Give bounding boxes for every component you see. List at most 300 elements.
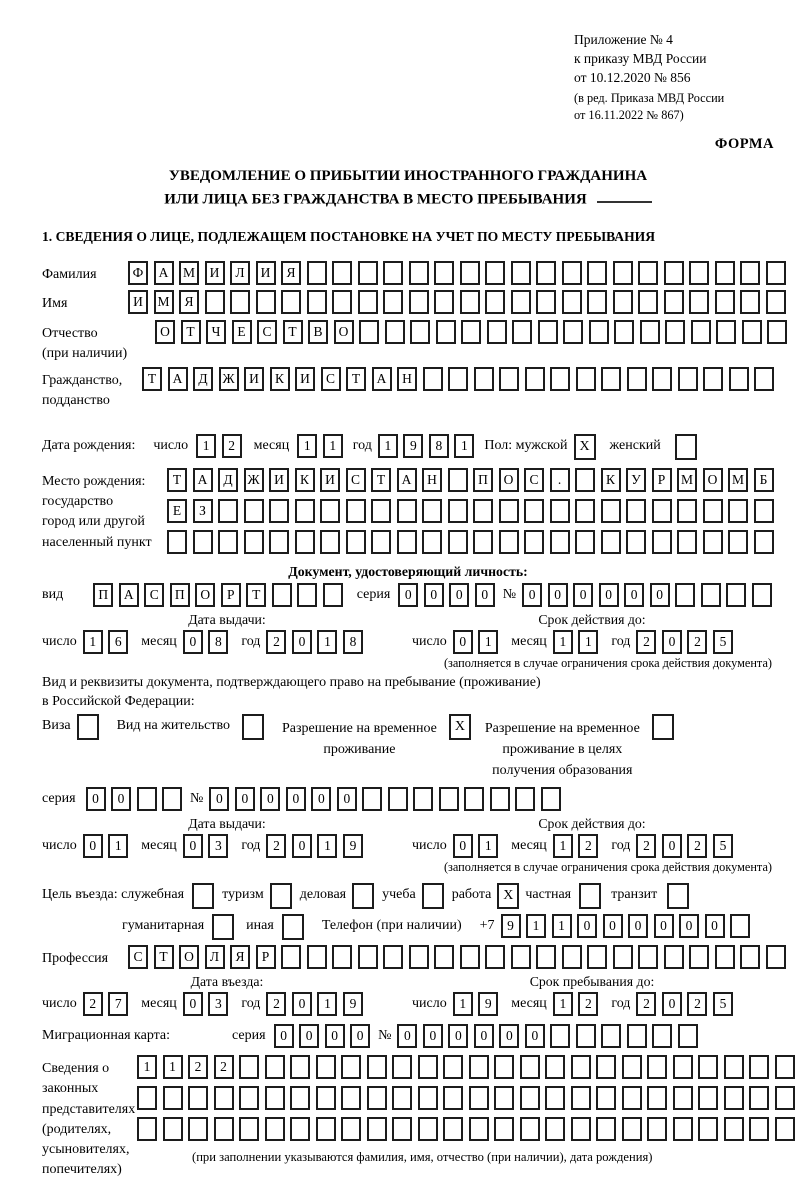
char-cell[interactable]: 1 [553,630,573,654]
char-cell[interactable] [601,499,621,523]
stay-valid-day-input[interactable] [453,834,499,858]
char-cell[interactable]: 0 [662,992,682,1016]
char-cell[interactable] [346,499,366,523]
char-cell[interactable] [443,1117,463,1141]
char-cell[interactable]: О [499,468,519,492]
char-cell[interactable] [698,1086,718,1110]
char-cell[interactable] [575,530,595,554]
char-cell[interactable] [383,945,403,969]
char-cell[interactable] [316,1055,336,1079]
char-cell[interactable]: 1 [317,834,337,858]
char-cell[interactable]: 0 [577,914,597,938]
visa-checkbox[interactable] [77,714,99,740]
char-cell[interactable] [677,499,697,523]
char-cell[interactable]: К [601,468,621,492]
char-cell[interactable]: 0 [183,630,203,654]
char-cell[interactable] [265,1117,285,1141]
stay-doc-series-input[interactable] [86,787,183,811]
id-valid-year-input[interactable] [636,630,733,654]
char-cell[interactable] [536,945,556,969]
char-cell[interactable] [474,367,494,391]
purpose-humanitarian-checkbox[interactable] [212,914,234,940]
char-cell[interactable]: 0 [424,583,444,607]
char-cell[interactable] [614,320,634,344]
char-cell[interactable] [218,499,238,523]
char-cell[interactable]: 1 [163,1055,183,1079]
char-cell[interactable]: 1 [526,914,546,938]
char-cell[interactable] [352,883,374,909]
char-cell[interactable] [754,530,774,554]
char-cell[interactable] [749,1055,769,1079]
char-cell[interactable] [485,290,505,314]
char-cell[interactable] [524,499,544,523]
char-cell[interactable]: 1 [454,434,474,458]
char-cell[interactable] [281,290,301,314]
char-cell[interactable]: О [179,945,199,969]
char-cell[interactable]: А [193,468,213,492]
char-cell[interactable]: 0 [274,1024,294,1048]
char-cell[interactable] [562,945,582,969]
char-cell[interactable]: 1 [378,434,398,458]
char-cell[interactable] [422,499,442,523]
char-cell[interactable] [626,530,646,554]
char-cell[interactable]: X [449,714,471,740]
purpose-tourism-checkbox[interactable] [270,883,292,909]
char-cell[interactable] [575,468,595,492]
char-cell[interactable]: X [574,434,596,460]
char-cell[interactable] [367,1055,387,1079]
char-cell[interactable]: С [346,468,366,492]
char-cell[interactable]: 9 [478,992,498,1016]
char-cell[interactable] [270,883,292,909]
char-cell[interactable]: 0 [398,583,418,607]
char-cell[interactable] [550,499,570,523]
char-cell[interactable] [520,1055,540,1079]
char-cell[interactable]: 2 [636,992,656,1016]
char-cell[interactable]: 1 [323,434,343,458]
char-cell[interactable] [601,1024,621,1048]
char-cell[interactable] [740,261,760,285]
char-cell[interactable] [320,530,340,554]
char-cell[interactable] [443,1086,463,1110]
char-cell[interactable] [256,290,276,314]
char-cell[interactable]: О [703,468,723,492]
char-cell[interactable] [703,499,723,523]
migration-series-input[interactable] [274,1024,371,1048]
char-cell[interactable]: И [295,367,315,391]
char-cell[interactable]: Р [256,945,276,969]
patronymic-input[interactable] [155,320,787,344]
char-cell[interactable] [675,583,695,607]
char-cell[interactable]: 0 [111,787,131,811]
char-cell[interactable] [675,434,697,460]
char-cell[interactable] [485,945,505,969]
char-cell[interactable]: О [334,320,354,344]
char-cell[interactable]: 1 [478,834,498,858]
char-cell[interactable] [541,787,561,811]
char-cell[interactable]: 0 [522,583,542,607]
char-cell[interactable] [307,945,327,969]
char-cell[interactable] [638,290,658,314]
char-cell[interactable]: 0 [679,914,699,938]
char-cell[interactable] [163,1117,183,1141]
char-cell[interactable]: 2 [266,834,286,858]
char-cell[interactable]: 0 [292,834,312,858]
char-cell[interactable]: Л [230,261,250,285]
char-cell[interactable]: 0 [209,787,229,811]
char-cell[interactable]: 0 [325,1024,345,1048]
char-cell[interactable] [392,1055,412,1079]
char-cell[interactable] [613,945,633,969]
char-cell[interactable] [689,290,709,314]
char-cell[interactable] [538,320,558,344]
char-cell[interactable] [434,945,454,969]
birth-month-input[interactable] [297,434,343,458]
char-cell[interactable] [766,261,786,285]
char-cell[interactable] [664,290,684,314]
char-cell[interactable]: 1 [317,992,337,1016]
char-cell[interactable] [473,530,493,554]
char-cell[interactable]: 1 [297,434,317,458]
char-cell[interactable]: 0 [453,834,473,858]
char-cell[interactable]: 0 [573,583,593,607]
char-cell[interactable]: 2 [636,630,656,654]
id-issue-month-input[interactable] [183,630,229,654]
char-cell[interactable]: 0 [603,914,623,938]
char-cell[interactable] [388,787,408,811]
char-cell[interactable] [392,1117,412,1141]
char-cell[interactable] [316,1086,336,1110]
sex-male-checkbox[interactable] [574,434,596,460]
char-cell[interactable] [320,499,340,523]
entry-month-input[interactable] [183,992,229,1016]
char-cell[interactable]: 5 [713,834,733,858]
char-cell[interactable] [448,468,468,492]
char-cell[interactable] [613,290,633,314]
char-cell[interactable] [550,367,570,391]
char-cell[interactable]: И [205,261,225,285]
char-cell[interactable]: М [179,261,199,285]
char-cell[interactable]: 6 [108,630,128,654]
birthplace-input-row3[interactable] [167,530,774,554]
char-cell[interactable]: 3 [208,992,228,1016]
char-cell[interactable]: А [154,261,174,285]
char-cell[interactable]: 3 [208,834,228,858]
char-cell[interactable] [545,1086,565,1110]
char-cell[interactable]: 0 [311,787,331,811]
char-cell[interactable] [188,1117,208,1141]
id-issue-day-input[interactable] [83,630,129,654]
char-cell[interactable] [464,787,484,811]
char-cell[interactable] [485,261,505,285]
char-cell[interactable]: 0 [453,630,473,654]
stay-until-month-input[interactable] [553,992,599,1016]
char-cell[interactable]: X [497,883,519,909]
profession-input[interactable] [128,945,786,969]
char-cell[interactable]: 0 [83,834,103,858]
char-cell[interactable] [448,499,468,523]
char-cell[interactable]: Ж [219,367,239,391]
char-cell[interactable]: 0 [397,1024,417,1048]
char-cell[interactable]: 8 [343,630,363,654]
phone-input[interactable] [501,914,751,938]
char-cell[interactable] [307,261,327,285]
char-cell[interactable] [358,261,378,285]
char-cell[interactable] [499,367,519,391]
char-cell[interactable]: Е [167,499,187,523]
char-cell[interactable]: Р [652,468,672,492]
char-cell[interactable] [409,261,429,285]
char-cell[interactable] [269,530,289,554]
char-cell[interactable] [726,583,746,607]
char-cell[interactable] [652,714,674,740]
char-cell[interactable]: 2 [687,630,707,654]
char-cell[interactable]: П [93,583,113,607]
char-cell[interactable] [242,714,264,740]
char-cell[interactable] [515,787,535,811]
char-cell[interactable]: И [244,367,264,391]
char-cell[interactable] [673,1117,693,1141]
char-cell[interactable] [667,883,689,909]
char-cell[interactable] [520,1117,540,1141]
char-cell[interactable] [436,320,456,344]
char-cell[interactable] [512,320,532,344]
char-cell[interactable] [664,945,684,969]
char-cell[interactable]: 1 [108,834,128,858]
char-cell[interactable] [754,499,774,523]
char-cell[interactable] [550,1024,570,1048]
char-cell[interactable]: Т [283,320,303,344]
char-cell[interactable] [358,290,378,314]
char-cell[interactable] [716,320,736,344]
char-cell[interactable] [652,1024,672,1048]
char-cell[interactable]: 9 [343,834,363,858]
stay-valid-year-input[interactable] [636,834,733,858]
char-cell[interactable] [749,1086,769,1110]
stay-issue-day-input[interactable] [83,834,129,858]
char-cell[interactable] [724,1055,744,1079]
char-cell[interactable] [571,1117,591,1141]
char-cell[interactable] [589,320,609,344]
char-cell[interactable] [460,945,480,969]
char-cell[interactable] [627,367,647,391]
char-cell[interactable] [622,1086,642,1110]
residence-permit-checkbox[interactable] [242,714,264,740]
char-cell[interactable]: 0 [183,992,203,1016]
char-cell[interactable] [494,1055,514,1079]
char-cell[interactable] [281,945,301,969]
char-cell[interactable]: З [193,499,213,523]
id-issue-year-input[interactable] [266,630,363,654]
char-cell[interactable] [418,1117,438,1141]
char-cell[interactable]: А [372,367,392,391]
char-cell[interactable] [563,320,583,344]
char-cell[interactable] [689,261,709,285]
stay-doc-number-input[interactable] [209,787,561,811]
char-cell[interactable] [297,583,317,607]
char-cell[interactable]: 8 [208,630,228,654]
char-cell[interactable]: 0 [448,1024,468,1048]
char-cell[interactable] [664,261,684,285]
char-cell[interactable]: 0 [475,583,495,607]
char-cell[interactable]: Л [205,945,225,969]
char-cell[interactable] [341,1055,361,1079]
char-cell[interactable] [409,945,429,969]
purpose-transit-checkbox[interactable] [667,883,689,909]
char-cell[interactable]: 2 [266,992,286,1016]
char-cell[interactable]: Ж [244,468,264,492]
char-cell[interactable]: Т [154,945,174,969]
char-cell[interactable] [397,499,417,523]
char-cell[interactable] [346,530,366,554]
char-cell[interactable]: 1 [553,992,573,1016]
char-cell[interactable] [490,787,510,811]
char-cell[interactable]: 0 [662,834,682,858]
id-doc-number-input[interactable] [522,583,772,607]
given-name-input[interactable] [128,290,786,314]
char-cell[interactable] [383,261,403,285]
char-cell[interactable]: 7 [108,992,128,1016]
birth-day-input[interactable] [196,434,242,458]
char-cell[interactable] [422,883,444,909]
char-cell[interactable]: М [677,468,697,492]
char-cell[interactable]: 0 [548,583,568,607]
char-cell[interactable] [742,320,762,344]
char-cell[interactable]: С [524,468,544,492]
char-cell[interactable]: С [144,583,164,607]
stay-valid-month-input[interactable] [553,834,599,858]
char-cell[interactable]: 0 [299,1024,319,1048]
char-cell[interactable] [545,1055,565,1079]
char-cell[interactable] [647,1055,667,1079]
char-cell[interactable] [443,1055,463,1079]
char-cell[interactable] [622,1117,642,1141]
char-cell[interactable] [740,945,760,969]
char-cell[interactable] [511,945,531,969]
char-cell[interactable] [550,530,570,554]
char-cell[interactable]: Т [167,468,187,492]
representatives-input-row1[interactable] [137,1055,795,1079]
char-cell[interactable] [576,1024,596,1048]
char-cell[interactable] [188,1086,208,1110]
char-cell[interactable] [701,583,721,607]
char-cell[interactable] [295,530,315,554]
char-cell[interactable] [341,1117,361,1141]
char-cell[interactable] [596,1117,616,1141]
char-cell[interactable]: 0 [662,630,682,654]
char-cell[interactable] [587,945,607,969]
char-cell[interactable]: 0 [86,787,106,811]
char-cell[interactable] [473,499,493,523]
char-cell[interactable] [729,367,749,391]
char-cell[interactable]: Я [179,290,199,314]
char-cell[interactable] [652,499,672,523]
char-cell[interactable]: Т [246,583,266,607]
char-cell[interactable] [423,367,443,391]
char-cell[interactable] [359,320,379,344]
char-cell[interactable] [677,530,697,554]
char-cell[interactable] [520,1086,540,1110]
char-cell[interactable] [163,1086,183,1110]
char-cell[interactable]: О [155,320,175,344]
char-cell[interactable]: Е [232,320,252,344]
char-cell[interactable]: 0 [474,1024,494,1048]
char-cell[interactable] [460,261,480,285]
char-cell[interactable] [362,787,382,811]
char-cell[interactable] [469,1117,489,1141]
char-cell[interactable] [460,290,480,314]
char-cell[interactable] [367,1086,387,1110]
char-cell[interactable] [698,1117,718,1141]
char-cell[interactable]: 0 [654,914,674,938]
char-cell[interactable] [499,499,519,523]
char-cell[interactable] [487,320,507,344]
entry-day-input[interactable] [83,992,129,1016]
char-cell[interactable] [562,290,582,314]
char-cell[interactable] [525,367,545,391]
char-cell[interactable] [385,320,405,344]
char-cell[interactable] [511,290,531,314]
char-cell[interactable]: К [270,367,290,391]
char-cell[interactable] [575,499,595,523]
char-cell[interactable] [647,1086,667,1110]
char-cell[interactable] [627,1024,647,1048]
char-cell[interactable] [576,367,596,391]
temp-residence-checkbox[interactable] [449,714,471,740]
char-cell[interactable] [571,1086,591,1110]
char-cell[interactable]: Т [346,367,366,391]
char-cell[interactable] [752,583,772,607]
char-cell[interactable] [601,530,621,554]
char-cell[interactable]: С [257,320,277,344]
char-cell[interactable] [214,1117,234,1141]
char-cell[interactable] [715,290,735,314]
stay-issue-month-input[interactable] [183,834,229,858]
char-cell[interactable] [137,787,157,811]
char-cell[interactable] [638,261,658,285]
purpose-private-checkbox[interactable] [579,883,601,909]
char-cell[interactable]: И [269,468,289,492]
char-cell[interactable]: П [170,583,190,607]
char-cell[interactable]: 5 [713,992,733,1016]
char-cell[interactable] [494,1117,514,1141]
char-cell[interactable]: П [473,468,493,492]
char-cell[interactable]: А [119,583,139,607]
char-cell[interactable]: 2 [578,834,598,858]
birth-year-input[interactable] [378,434,475,458]
char-cell[interactable] [137,1117,157,1141]
char-cell[interactable] [272,583,292,607]
char-cell[interactable] [703,530,723,554]
char-cell[interactable]: 2 [578,992,598,1016]
char-cell[interactable] [536,290,556,314]
char-cell[interactable]: 0 [286,787,306,811]
representatives-input-row2[interactable] [137,1086,795,1110]
char-cell[interactable] [290,1086,310,1110]
char-cell[interactable]: 1 [83,630,103,654]
char-cell[interactable] [193,530,213,554]
char-cell[interactable] [640,320,660,344]
char-cell[interactable] [192,883,214,909]
char-cell[interactable]: 2 [636,834,656,858]
char-cell[interactable] [724,1086,744,1110]
char-cell[interactable]: Д [218,468,238,492]
char-cell[interactable] [307,290,327,314]
char-cell[interactable] [239,1086,259,1110]
char-cell[interactable] [652,530,672,554]
char-cell[interactable] [494,1086,514,1110]
char-cell[interactable] [371,499,391,523]
